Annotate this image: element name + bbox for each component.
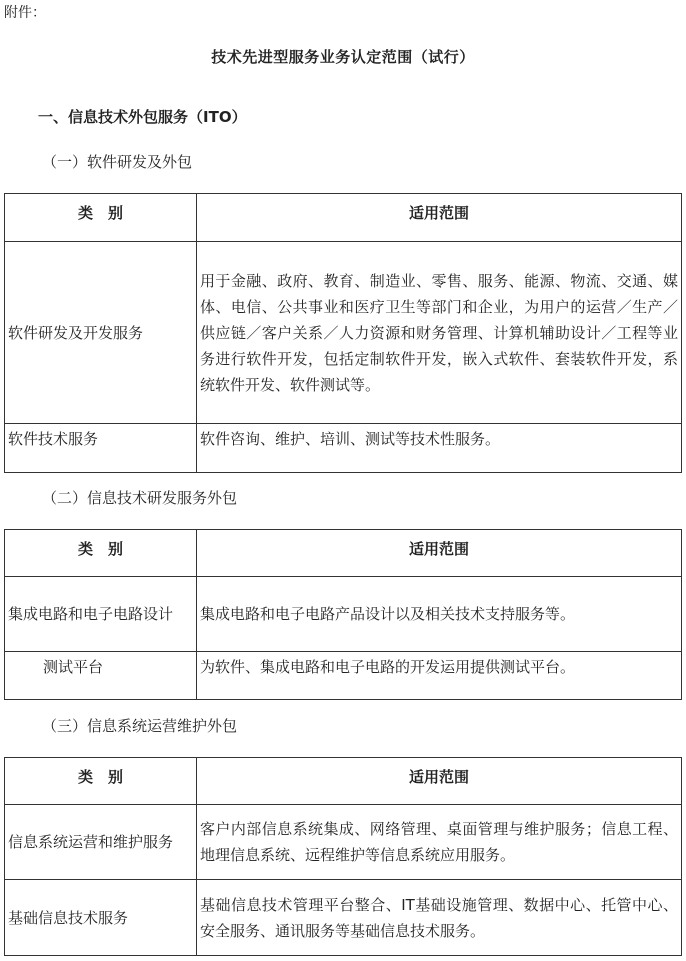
header-scope: 适用范围 <box>197 758 682 805</box>
scope-table-it-rnd <box>4 529 682 700</box>
row-scope: 客户内部信息系统集成、网络管理、桌面管理与维护服务；信息工程、地理信息系统、远程维护等信息系统应用服务。 <box>197 805 682 880</box>
subsection-heading-it-rnd: （二）信息技术研发服务外包 <box>42 489 238 507</box>
header-scope: 适用范围 <box>197 194 682 242</box>
table-row <box>5 652 682 700</box>
table-header-row <box>5 530 682 577</box>
row-category: 软件技术服务 <box>5 424 197 473</box>
row-category: 集成电路和电子电路设计 <box>5 577 197 652</box>
header-category: 类 别 <box>5 530 197 577</box>
table-row <box>5 805 682 880</box>
scope-table-info-systems <box>4 757 682 956</box>
row-category: 基础信息技术服务 <box>5 880 197 956</box>
document-title: 技术先进型服务业务认定范围（试行） <box>211 48 475 66</box>
header-category: 类 别 <box>5 758 197 805</box>
subsection-heading-software: （一）软件研发及外包 <box>42 153 193 171</box>
table-row <box>5 577 682 652</box>
table-row <box>5 242 682 424</box>
row-scope: 基础信息技术管理平台整合、IT基础设施管理、数据中心、托管中心、安全服务、通讯服务等基础信息技术服务。 <box>197 880 682 956</box>
row-scope: 集成电路和电子电路产品设计以及相关技术支持服务等。 <box>197 577 682 652</box>
attachment-label: 附件： <box>4 5 46 21</box>
header-scope: 适用范围 <box>197 530 682 577</box>
row-category: 测试平台 <box>5 652 197 700</box>
table-header-row <box>5 758 682 805</box>
table-row <box>5 880 682 956</box>
subsection-heading-info-systems: （三）信息系统运营维护外包 <box>42 717 238 735</box>
row-category: 信息系统运营和维护服务 <box>5 805 197 880</box>
row-scope: 用于金融、政府、教育、制造业、零售、服务、能源、物流、交通、媒体、电信、公共事业和医疗卫生等部门和企业，为用户的运营／生产／供应链／客户关系／人力资源和财务管理、计算机辅助设计／工程等业务进行软件开发，包括定制软件开发，嵌入式软件、套装软件开发，系统软件开发、软件测试等。 <box>197 242 682 424</box>
table-row <box>5 424 682 473</box>
row-category: 软件研发及开发服务 <box>5 242 197 424</box>
header-category: 类 别 <box>5 194 197 242</box>
row-scope: 软件咨询、维护、培训、测试等技术性服务。 <box>197 424 682 473</box>
scope-table-software <box>4 193 682 473</box>
table-header-row <box>5 194 682 242</box>
row-scope: 为软件、集成电路和电子电路的开发运用提供测试平台。 <box>197 652 682 700</box>
section-heading-ito: 一、信息技术外包服务（ITO） <box>38 108 247 126</box>
